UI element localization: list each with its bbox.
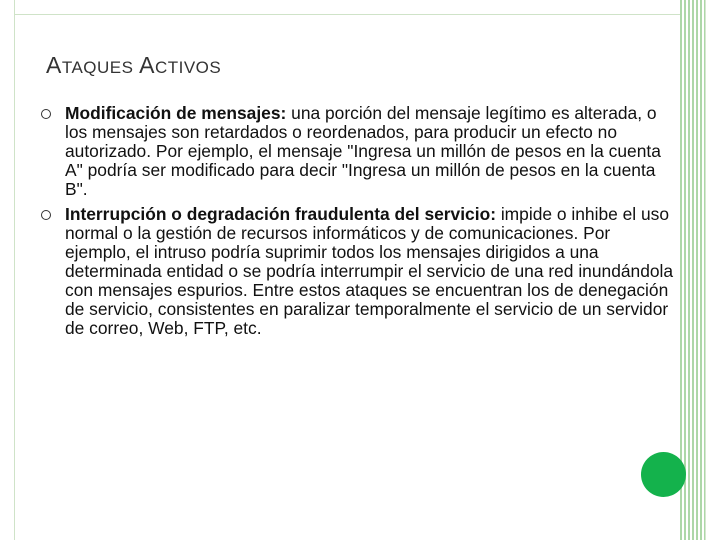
frame-left-border [0, 0, 15, 540]
frame-top-line [14, 14, 680, 15]
bullet-term: Interrupción o degradación fraudulenta del servicio: [65, 204, 496, 224]
title-word-2-rest: CTIVOS [154, 58, 222, 77]
frame-right-stripes [680, 0, 706, 540]
circle-bullet-icon [41, 210, 51, 220]
bullet-list [40, 104, 680, 344]
bullet-text: impide o inhibe el uso normal o la gestión de recursos informáticos y de comunicaciones. Por ejemplo, el intruso podría suprimir todos los mensajes dirigidos a una determinada entidad o se podría interrumpir el servicio de una red inundándola con mensajes espurios. Entre estos ataques se encuentran los de denegación de servicio, consistentes en paralizar temporalmente el servicio de un servidor de correo, Web, FTP, etc. [65, 204, 674, 338]
green-circle-decoration [641, 452, 686, 497]
bullet-item-modificacion [40, 104, 680, 199]
title-letter-2: A [139, 52, 155, 78]
title-letter-1: A [46, 52, 62, 78]
bullet-text: una porción del mensaje legítimo es alterada, o los mensajes son retardados o reordenados, para producir un efecto no autorizado. Por ejemplo, el mensaje "Ingresa un millón de pesos en la cuenta A" podría ser modificado para decir "Ingresa un millón de pesos en la cuenta B". [65, 103, 661, 199]
slide-title [46, 52, 221, 79]
circle-bullet-icon [41, 109, 51, 119]
bullet-item-interrupcion [40, 205, 680, 338]
bullet-term: Modificación de mensajes: [65, 103, 287, 123]
title-word-1-rest: TAQUES [61, 58, 134, 77]
